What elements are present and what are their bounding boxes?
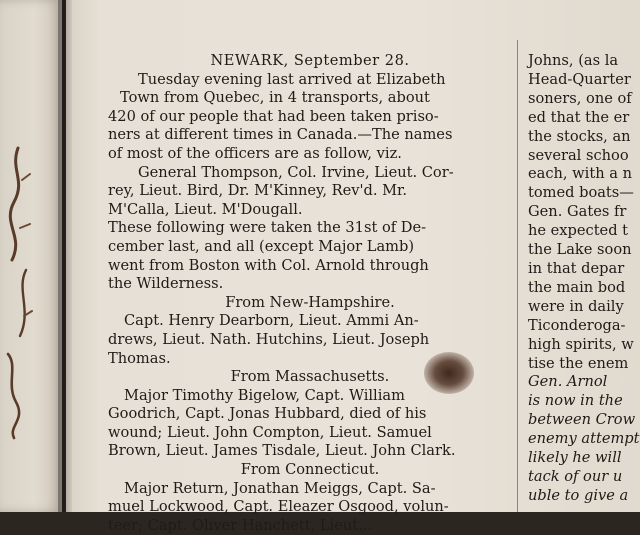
article-line: rey, Lieut. Bird, Dr. M'Kinney, Rev'd. Mr. (108, 182, 408, 200)
section-heading: From Massachusetts. (230, 368, 390, 386)
adjacent-italic-line: between Crow (528, 411, 636, 429)
adjacent-italic-line: likely he will (528, 449, 622, 467)
handwritten-margin-note (0, 140, 60, 440)
article-line: Town from Quebec, in 4 transports, about (120, 89, 430, 107)
adjacent-line: in that depar (528, 259, 625, 277)
page-gutter-shadow (58, 0, 72, 512)
adjacent-line: each, with a n (528, 165, 632, 183)
article-line: the Wilderness. (108, 275, 224, 293)
article-line: M'Calla, Lieut. M'Dougall. (108, 200, 303, 218)
adjacent-column (528, 52, 640, 506)
article-line: teer; Capt. Oliver Hanchett, Lieut... (108, 516, 373, 534)
article-line: drews, Lieut. Nath. Hutchins, Lieut. Joseph (108, 330, 430, 348)
adjacent-line: ed that the er (528, 108, 630, 126)
adjacent-line: several schoo (528, 146, 629, 164)
article-line: Tuesday evening last arrived at Elizabeth (138, 70, 446, 88)
article-line: Thomas. (108, 349, 171, 367)
section-heading: From New-Hampshire. (225, 293, 395, 311)
article-line: wound; Lieut. John Compton, Lieut. Samuel (108, 423, 432, 441)
article-line: ners at different times in Canada.—The names (108, 126, 453, 144)
article-line: of most of the officers are as follow, viz. (108, 144, 402, 162)
adjacent-italic-line: Gen. Arnol (528, 373, 608, 391)
article-dateline: NEWARK, September 28. (210, 52, 410, 69)
adjacent-line: the main bod (528, 278, 626, 296)
adjacent-line: soners, one of (528, 89, 632, 107)
adjacent-line: he expected t (528, 222, 629, 240)
adjacent-line: Ticonderoga- (528, 316, 626, 334)
article-line: 420 of our people that had been taken priso- (108, 107, 439, 125)
adjacent-line: tomed boats— (528, 184, 634, 202)
adjacent-line: tise the enem (528, 354, 629, 372)
article-line: Capt. Henry Dearborn, Lieut. Ammi An- (124, 312, 419, 330)
column-divider (517, 40, 518, 512)
adjacent-italic-line: enemy attempt (528, 430, 640, 448)
adjacent-italic-line: is now in the (528, 392, 623, 410)
article-line: Major Return, Jonathan Meiggs, Capt. Sa- (124, 479, 436, 497)
article-line: muel Lockwood, Capt. Eleazer Osgood, volun- (108, 498, 449, 516)
adjacent-italic-line: tack of our u (528, 467, 623, 485)
adjacent-line: the Lake soon (528, 241, 632, 259)
adjacent-line: Johns, (as la (528, 52, 619, 69)
article-line: went from Boston with Col. Arnold through (108, 256, 429, 274)
article-column (108, 52, 512, 535)
adjacent-line: Gen. Gates fr (528, 203, 627, 221)
adjacent-line: Head-Quarter (528, 70, 631, 88)
adjacent-italic-line: uble to give a (528, 486, 629, 504)
article-line: These following were taken the 31st of De- (108, 219, 427, 237)
article-line: Goodrich, Capt. Jonas Hubbard, died of his (108, 405, 427, 423)
adjacent-line: were in daily (528, 297, 624, 315)
adjacent-line: high spirits, w (528, 335, 634, 353)
article-line: Major Timothy Bigelow, Capt. William (124, 386, 405, 404)
article-line: cember last, and all (except Major Lamb) (108, 237, 415, 255)
article-line: Brown, Lieut. James Tisdale, Lieut. John Clark. (108, 442, 456, 460)
adjacent-line: the stocks, an (528, 127, 631, 145)
section-heading: From Connecticut. (240, 461, 380, 479)
ink-stain (424, 352, 474, 394)
article-line: General Thompson, Col. Irvine, Lieut. Cor- (138, 163, 454, 181)
